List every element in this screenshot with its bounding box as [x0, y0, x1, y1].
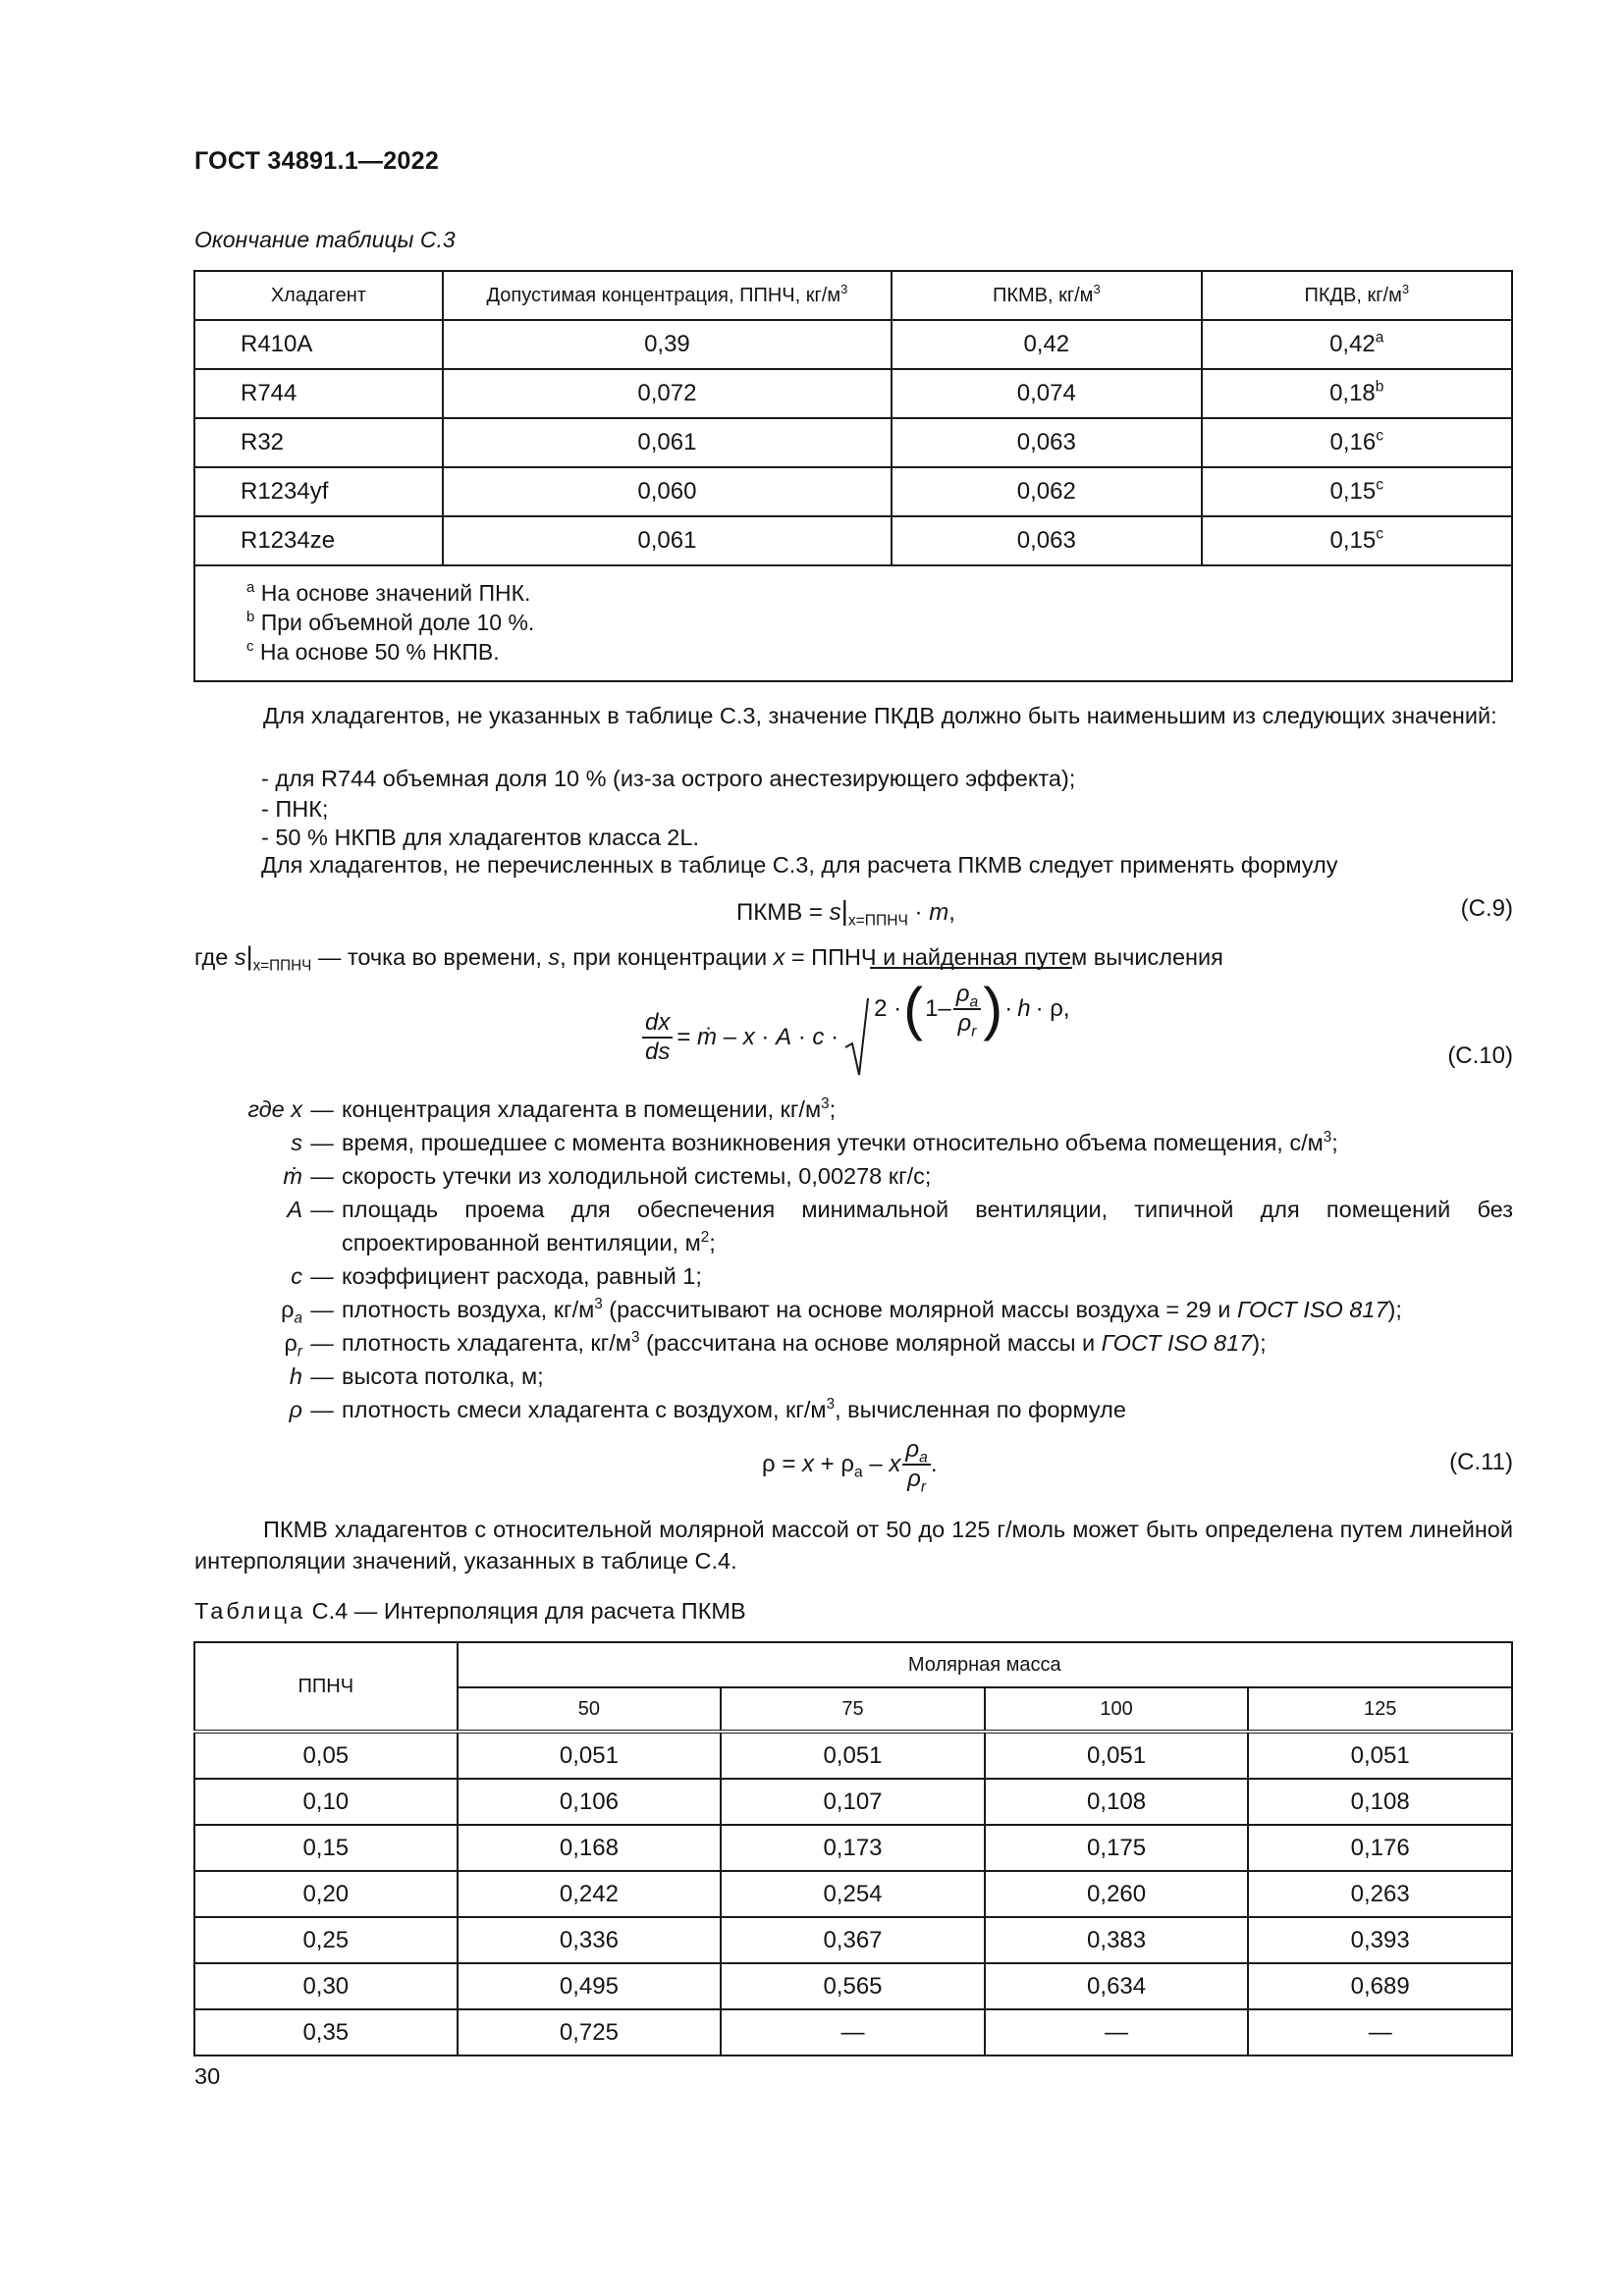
paragraph-interpolation: ПКМВ хладагентов с относительной молярной массой от 50 до 125 г/моль может быть определена путем линейной интерполяции значений, указанных в таблице С.4.: [194, 1517, 1513, 1574]
table-row: [194, 1825, 1512, 1871]
cell-value: 0,254: [721, 1871, 985, 1917]
list-item: - для R744 объемная доля 10 % (из-за острого анестезирующего эффекта);: [261, 766, 1076, 791]
table-row: [194, 418, 1512, 467]
col-header-refrigerant: Хладагент: [194, 271, 443, 320]
cell-value: 0,634: [985, 1963, 1249, 2009]
variable-definition: A — площадь проема для обеспечения минимальной вентиляции, типичной для помещений без спроектированной вентиляции, $м^2$;: [287, 1197, 1513, 1255]
list-item: - 50 % НКПВ для хладагентов класса 2L.: [261, 825, 699, 850]
cell-ppnch: 0,061: [443, 418, 892, 467]
cell-refrigerant: R744: [194, 369, 443, 418]
cell-value: 0,176: [1248, 1825, 1512, 1871]
fraction-dx-ds: $\frac{dx}{ds}$: [642, 1009, 673, 1066]
formula-c9-explanation: где $s|_{x=ППНЧ}$ — точка во времени, s, при концентрации x = ППНЧ и найденная путем вычисления: [194, 941, 1223, 975]
variable-definition: $\rho_r$ — плотность хладагента, $кг/м^3$ (рассчитана на основе молярной массы и ГОСТ ISO 817);: [284, 1328, 1267, 1361]
cell-value: 0,263: [1248, 1871, 1512, 1917]
cell-pkdv: 0,15$^c$: [1202, 467, 1512, 516]
variable-definition: ṁ — скорость утечки из холодильной системы, 0,00278 кг/с;: [283, 1163, 932, 1189]
table-row: [194, 1779, 1512, 1825]
list-item: - ПНК;: [261, 796, 329, 822]
cell-refrigerant: R32: [194, 418, 443, 467]
cell-value: 0,495: [458, 1963, 722, 2009]
formula-c11: $\rho = x + \rho_a - x$ $\frac{\rho_a}{\rho_r}$ .: [762, 1436, 938, 1496]
col-header-molar-mass: Молярная масса: [458, 1642, 1512, 1687]
cell-pkdv: 0,18$^b$: [1202, 369, 1512, 418]
cell-value: 0,108: [1248, 1779, 1512, 1825]
variable-definition: h — высота потолка, м;: [289, 1363, 544, 1389]
cell-value: 0,051: [985, 1732, 1249, 1779]
col-header-pkmv: ПКМВ, $кг/м^3$: [892, 271, 1201, 320]
cell-ppnch: 0,061: [443, 516, 892, 565]
cell-pkmv: 0,062: [892, 467, 1201, 516]
table-note: $^b$ При объемной доле 10 %.: [246, 609, 535, 635]
equation-number-c9: (С.9): [1460, 895, 1513, 922]
cell-pkmv: 0,063: [892, 418, 1201, 467]
fraction-rho-a-rho-r: $\frac{\rho_a}{\rho_r}$: [953, 981, 981, 1038]
page-number: 30: [194, 2063, 221, 2089]
cell-value: —: [985, 2009, 1249, 2056]
formula-c9: ПКМВ = $s|_{x=ППНЧ} \cdot m$,: [736, 895, 955, 930]
cell-value: 0,242: [458, 1871, 722, 1917]
col-header-ppnch: ППНЧ: [194, 1642, 458, 1732]
cell-value: 0,107: [721, 1779, 985, 1825]
col-header-mass: 75: [721, 1687, 985, 1732]
col-header-pkdv: ПКДВ, $кг/м^3$: [1202, 271, 1512, 320]
table-row: [194, 516, 1512, 565]
table-row: [194, 1732, 1512, 1779]
table-c3: [193, 270, 1513, 682]
col-header-allowed-concentration: Допустимая концентрация, ППНЧ, $кг/м^3$: [443, 271, 892, 320]
variable-definition: s — время, прошедшее с момента возникновения утечки относительно объема помещения, $с/м^3$;: [291, 1128, 1338, 1155]
cell-ppnch: 0,25: [194, 1917, 458, 1963]
cell-pkdv: 0,16$^c$: [1202, 418, 1512, 467]
cell-ppnch: 0,05: [194, 1732, 458, 1779]
cell-value: —: [721, 2009, 985, 2056]
cell-value: 0,367: [721, 1917, 985, 1963]
cell-value: 0,689: [1248, 1963, 1512, 2009]
table-continuation-label: Окончание таблицы С.3: [194, 227, 456, 252]
formula-c10: $\frac{dx}{ds}$ = ṁ – x · A · c · 2 · ( 1– $\frac{\rho_a}{\rho_r}$ ) · h · ρ,: [642, 996, 1072, 1079]
cell-pkmv: 0,063: [892, 516, 1201, 565]
cell-ppnch: 0,30: [194, 1963, 458, 2009]
document-header: ГОСТ 34891.1—2022: [194, 147, 440, 175]
table-notes: [194, 565, 1512, 681]
table-note: $^a$ На основе значений ПНК.: [246, 579, 531, 606]
table-row: [194, 1963, 1512, 2009]
cell-ppnch: 0,15: [194, 1825, 458, 1871]
cell-value: 0,336: [458, 1917, 722, 1963]
sqrt-sign-icon: [844, 996, 870, 1079]
cell-value: 0,175: [985, 1825, 1249, 1871]
cell-value: 0,173: [721, 1825, 985, 1871]
cell-ppnch: 0,35: [194, 2009, 458, 2056]
table-header-row: [194, 271, 1512, 320]
table-row: [194, 320, 1512, 369]
cell-refrigerant: R1234ze: [194, 516, 443, 565]
equation-number-c11: (С.11): [1449, 1449, 1513, 1475]
col-header-mass: 50: [458, 1687, 722, 1732]
cell-refrigerant: R1234yf: [194, 467, 443, 516]
equation-number-c10: (С.10): [1447, 1042, 1513, 1069]
paragraph-pkmv-formula-intro: Для хладагентов, не перечисленных в таблице С.3, для расчета ПКМВ следует применять формулу: [261, 852, 1338, 878]
paragraph-pkdv-rule: Для хладагентов, не указанных в таблице С.3, значение ПКДВ должно быть наименьшим из следующих значений:: [263, 703, 1497, 728]
cell-value: 0,106: [458, 1779, 722, 1825]
cell-value: 0,051: [1248, 1732, 1512, 1779]
cell-ppnch: 0,060: [443, 467, 892, 516]
cell-value: 0,383: [985, 1917, 1249, 1963]
table-c4-caption: Таблица С.4 — Интерполяция для расчета ПКМВ: [194, 1598, 746, 1624]
variable-definition: $\rho_a$ — плотность воздуха, $кг/м^3$ (рассчитывают на основе молярной массы воздуха = 29 и ГОСТ ISO 817);: [281, 1295, 1402, 1327]
cell-pkdv: 0,42$^a$: [1202, 320, 1512, 369]
table-row: [194, 369, 1512, 418]
variable-definition: где x — концентрация хладагента в помещении, $кг/м^3$;: [247, 1095, 837, 1122]
variable-definition: c — коэффициент расхода, равный 1;: [291, 1263, 702, 1289]
table-header-row: [194, 1642, 1512, 1687]
table-row: [194, 1917, 1512, 1963]
table-row: [194, 1871, 1512, 1917]
variable-definition: ρ — плотность смеси хладагента с воздухом, $кг/м^3$, вычисленная по формуле: [289, 1395, 1126, 1422]
cell-value: 0,565: [721, 1963, 985, 2009]
cell-value: 0,168: [458, 1825, 722, 1871]
cell-ppnch: 0,10: [194, 1779, 458, 1825]
table-notes-row: [194, 565, 1512, 681]
cell-pkmv: 0,42: [892, 320, 1201, 369]
cell-refrigerant: R410A: [194, 320, 443, 369]
cell-value: 0,393: [1248, 1917, 1512, 1963]
cell-ppnch: 0,20: [194, 1871, 458, 1917]
variables-list: [194, 1093, 1513, 1426]
table-row: [194, 467, 1512, 516]
cell-value: —: [1248, 2009, 1512, 2056]
cell-value: 0,260: [985, 1871, 1249, 1917]
cell-pkmv: 0,074: [892, 369, 1201, 418]
col-header-mass: 100: [985, 1687, 1249, 1732]
cell-ppnch: 0,39: [443, 320, 892, 369]
table-row: [194, 2009, 1512, 2056]
table-note: $^c$ На основе 50 % НКПВ.: [246, 638, 500, 665]
cell-value: 0,051: [458, 1732, 722, 1779]
cell-value: 0,108: [985, 1779, 1249, 1825]
cell-pkdv: 0,15$^c$: [1202, 516, 1512, 565]
cell-value: 0,725: [458, 2009, 722, 2056]
cell-ppnch: 0,072: [443, 369, 892, 418]
cell-value: 0,051: [721, 1732, 985, 1779]
table-c4: [193, 1641, 1513, 2056]
fraction-rho-a-rho-r: $\frac{\rho_a}{\rho_r}$: [902, 1436, 930, 1493]
col-header-mass: 125: [1248, 1687, 1512, 1732]
